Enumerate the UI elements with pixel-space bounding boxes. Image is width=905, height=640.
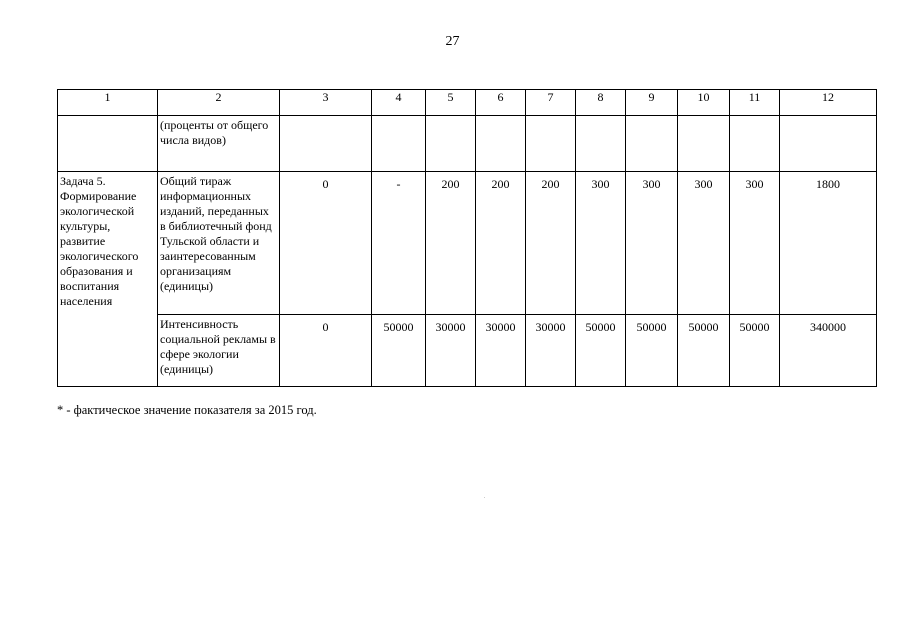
table-row-continuation	[58, 116, 877, 172]
table-row-indicator-circulation	[58, 172, 877, 315]
value-cell: 50000	[372, 315, 426, 387]
indicator-name-cell: Интенсивность социальной рекламы в сфере экологии (единицы)	[158, 315, 280, 387]
value-cell: -	[372, 172, 426, 315]
value-cell: 340000	[780, 315, 877, 387]
value-cell: 30000	[426, 315, 476, 387]
column-number: 3	[280, 90, 372, 116]
column-number: 5	[426, 90, 476, 116]
value-cell: 30000	[476, 315, 526, 387]
column-number: 2	[158, 90, 280, 116]
scan-speck	[484, 497, 485, 498]
table-row-indicator-advertising	[58, 315, 877, 387]
indicator-name-cell: (проценты от общего числа видов)	[158, 116, 280, 172]
column-number: 8	[576, 90, 626, 116]
indicator-table	[57, 89, 877, 387]
value-cell: 300	[678, 172, 730, 315]
value-cell: 1800	[780, 172, 877, 315]
column-number: 12	[780, 90, 877, 116]
value-cell: 30000	[526, 315, 576, 387]
column-number: 6	[476, 90, 526, 116]
value-cell: 50000	[576, 315, 626, 387]
task-cell	[58, 116, 158, 172]
column-number: 10	[678, 90, 730, 116]
value-cell: 0	[280, 172, 372, 315]
value-cell: 50000	[678, 315, 730, 387]
value-cell: 200	[526, 172, 576, 315]
column-number: 4	[372, 90, 426, 116]
column-number: 9	[626, 90, 678, 116]
page-number: 27	[445, 34, 460, 49]
value-cell: 200	[476, 172, 526, 315]
value-cell: 50000	[626, 315, 678, 387]
value-cell: 0	[280, 315, 372, 387]
column-number: 11	[730, 90, 780, 116]
indicator-name-cell: Общий тираж информационных изданий, переданных в библиотечный фонд Тульской области и заинтересованным организациям (единицы)	[158, 172, 280, 315]
value-cell: 300	[730, 172, 780, 315]
column-number: 1	[58, 90, 158, 116]
task-label: Задача 5. Формирование экологической культуры, развитие экологического образования и воспитания населения	[58, 172, 158, 387]
column-number: 7	[526, 90, 576, 116]
value-cell: 300	[576, 172, 626, 315]
value-cell: 50000	[730, 315, 780, 387]
value-cell: 200	[426, 172, 476, 315]
column-number-row	[58, 90, 877, 116]
footnote: * - фактическое значение показателя за 2015 год.	[57, 403, 317, 417]
value-cell: 300	[626, 172, 678, 315]
